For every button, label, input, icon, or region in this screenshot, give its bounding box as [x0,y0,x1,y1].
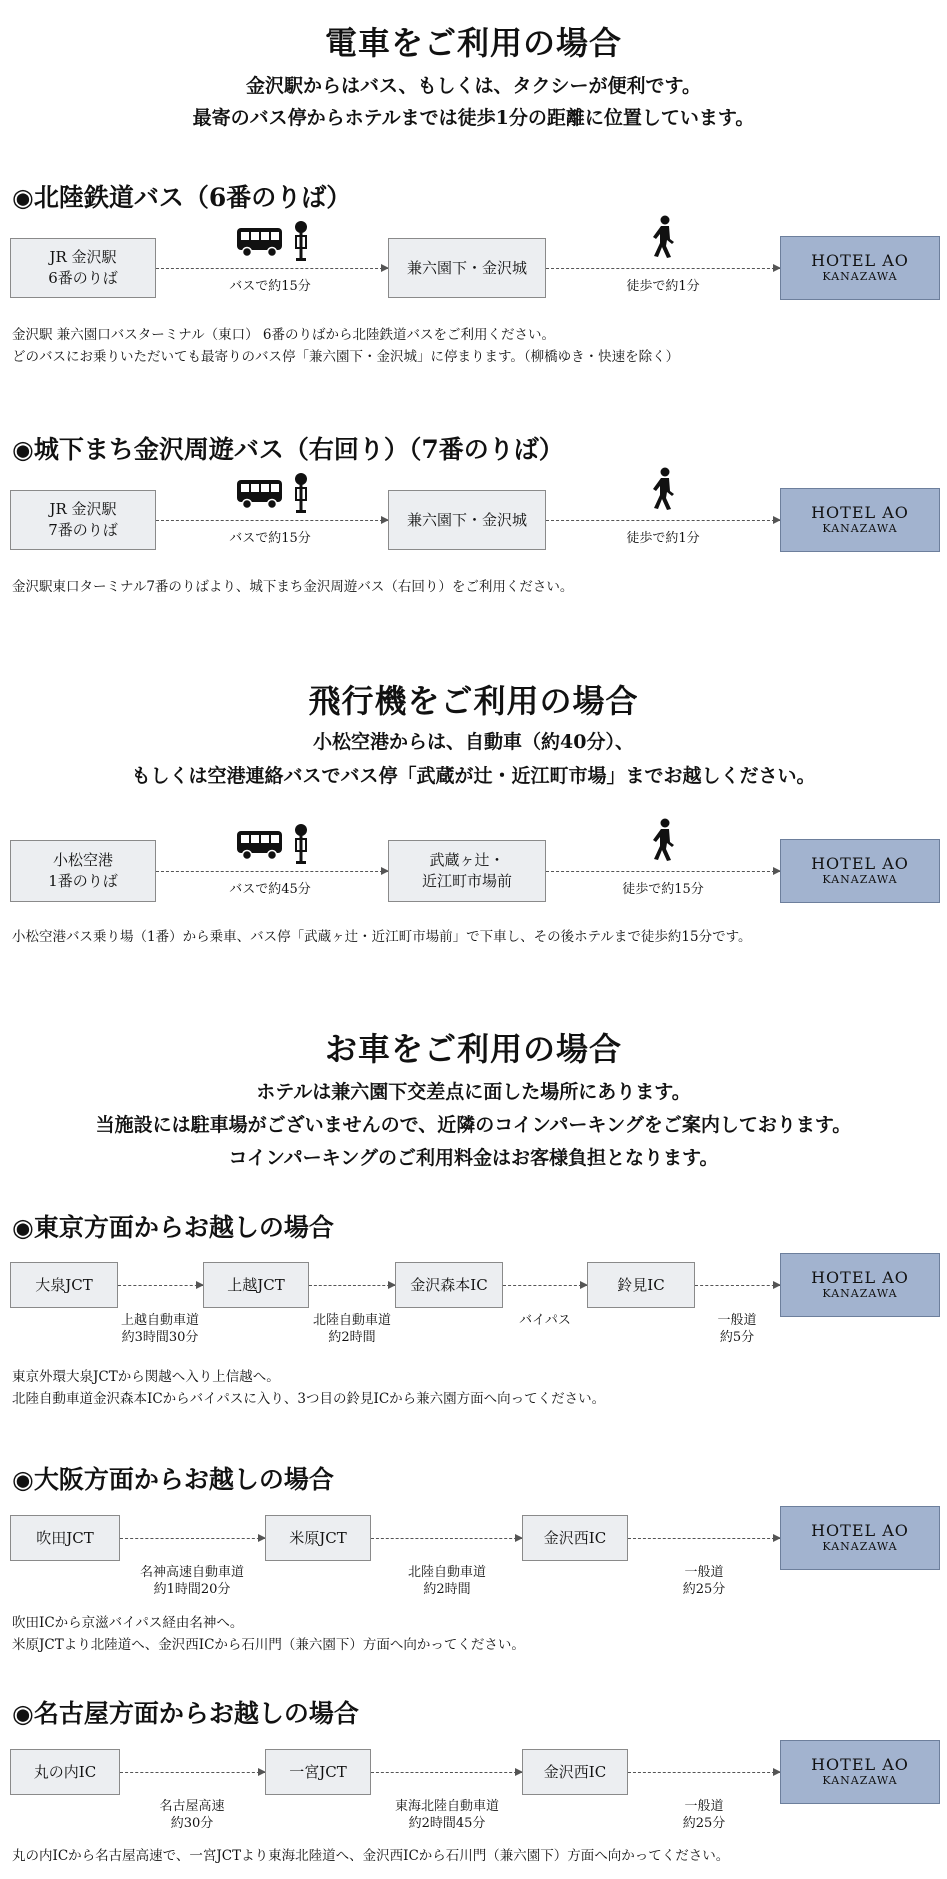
segment-time: 約25分 [682,1816,726,1831]
route-desc-line-1: 金沢駅東口ターミナル7番のりばより、城下まち金沢周遊バス（右回り）をご利用ください。 [12,579,574,595]
segment-time: 約2時間 [328,1330,376,1345]
segment-time: 約25分 [682,1582,726,1597]
route-heading-hokuriku-bus: ◉北陸鉄道バス（6番のりば） [12,183,352,212]
route-heading-tokyo: ◉東京方面からお越しの場合 [12,1213,334,1242]
route-arrow [503,1285,587,1286]
node-name: 吹田JCT [36,1528,94,1547]
segment-time: 約3時間30分 [121,1330,199,1345]
hotel-destination-box [780,236,940,300]
stop-name: 兼六園下・金沢城 [406,510,527,529]
start-line-1: 小松空港 [52,851,113,869]
segment-label [672,1312,802,1346]
segment-road: 東海北陸自動車道 [394,1799,499,1814]
node-box-suita-jct [10,1515,120,1561]
segment-road: 名神高速自動車道 [139,1565,244,1580]
route-arrow [628,1538,780,1539]
segment-label [480,1312,610,1329]
node-box-kanazawa-morimoto-ic [395,1262,503,1308]
start-line-2: 1番のりば [48,872,118,890]
segment-time: 約2時間45分 [408,1816,486,1831]
node-name: 一宮JCT [289,1762,347,1781]
bus-icon [236,474,286,514]
route-heading-osaka: ◉大阪方面からお越しの場合 [12,1465,334,1494]
start-line-2: 7番のりば [48,521,118,539]
walk-duration-label: 徒歩で約1分 [626,531,700,546]
node-name: 米原JCT [289,1528,347,1547]
start-line-1: JR 金沢駅 [49,248,117,266]
stop-box-kenrokuen [388,490,546,550]
node-name: 金沢西IC [543,1762,607,1781]
segment-road: バイパス [519,1313,571,1328]
start-box-komatsu-airport [10,840,156,902]
stop-box-musashigatsuji [388,840,546,902]
route-arrow [120,1772,265,1773]
node-box-oizumi-jct [10,1262,118,1308]
hotel-destination-box [780,1253,940,1317]
stop-box-kenrokuen [388,238,546,298]
start-line-2: 6番のりば [48,269,118,287]
route-desc-line-1: 丸の内ICから名古屋高速で、一宮JCTより東海北陸道へ、金沢西ICから石川門（兼六園下）方面へ向かってください。 [12,1848,730,1864]
train-section-title: 電車をご利用の場合 [324,24,622,62]
bus-stop-icon [293,823,309,865]
route-arrow [309,1285,395,1286]
node-box-marunouchi-ic [10,1749,120,1795]
route-arrow [546,268,780,269]
segment-road: 一般道 [717,1313,757,1328]
hotel-name: HOTEL AO [811,251,909,270]
node-box-maibara-jct [265,1515,371,1561]
node-name: 丸の内IC [33,1762,97,1781]
route-desc-line-1: 東京外環大泉JCTから関越へ入り上信越へ。 [12,1369,280,1385]
segment-road: 上越自動車道 [120,1313,199,1328]
route-desc-line-1: 金沢駅 兼六園口バスターミナル（東口） 6番のりばから北陸鉄道バスをご利用ください。 [12,327,555,343]
hotel-subname: KANAZAWA [822,873,898,886]
hotel-name: HOTEL AO [811,854,909,873]
hotel-name: HOTEL AO [811,1755,909,1774]
bus-duration-label: バスで約15分 [229,279,311,294]
segment-label [287,1312,417,1346]
segment-label [95,1312,225,1346]
start-box-jr-kanazawa-7 [10,490,156,550]
bus-icon [236,825,286,865]
segment-road: 北陸自動車道 [407,1565,486,1580]
segment-label [127,1798,257,1832]
car-intro-line-3: コインパーキングのご利用料金はお客様負担となります。 [228,1147,719,1169]
node-box-kanazawa-nishi-ic [522,1515,628,1561]
hotel-subname: KANAZAWA [822,270,898,283]
stop-line-2: 近江町市場前 [421,872,512,890]
segment-label [639,1564,769,1598]
route-desc-line-2: 北陸自動車道金沢森本ICからバイパスに入り、3つ目の鈴見ICから兼六園方面へ向ってください。 [12,1391,606,1407]
hotel-name: HOTEL AO [811,1521,909,1540]
route-arrow [546,520,780,521]
bus-duration-label: バスで約15分 [229,531,311,546]
stop-name: 兼六園下・金沢城 [406,258,527,277]
hotel-destination-box [780,1740,940,1804]
walk-duration-label: 徒歩で約1分 [626,279,700,294]
segment-time: 約30分 [170,1816,214,1831]
segment-label [639,1798,769,1832]
segment-label [127,1564,257,1598]
node-box-kanazawa-nishi-ic [522,1749,628,1795]
stop-line-1: 武蔵ヶ辻・ [429,851,505,869]
bus-stop-icon [293,220,309,262]
hotel-subname: KANAZAWA [822,1540,898,1553]
hotel-subname: KANAZAWA [822,522,898,535]
bus-icon [236,222,286,262]
walk-duration-label: 徒歩で約15分 [622,882,704,897]
route-heading-nagoya: ◉名古屋方面からお越しの場合 [12,1699,359,1728]
route-arrow [695,1285,780,1286]
route-arrow [156,520,388,521]
route-arrow [371,1772,522,1773]
train-intro-line-2: 最寄のバス停からホテルまでは徒歩1分の距離に位置しています。 [192,107,755,129]
start-box-jr-kanazawa-6 [10,238,156,298]
route-arrow [120,1538,265,1539]
node-name: 金沢森本IC [410,1275,488,1294]
route-arrow [156,871,388,872]
train-intro-line-1: 金沢駅からはバス、もしくは、タクシーが便利です。 [245,75,702,97]
segment-time: 約5分 [719,1330,755,1345]
plane-intro-line-2: もしくは空港連絡バスでバス停「武蔵が辻・近江町市場」までお越しください。 [131,765,816,787]
plane-desc: 小松空港バス乗り場（1番）から乗車、バス停「武蔵ヶ辻・近江町市場前」で下車し、その後ホテルまで徒歩約15分です。 [12,929,752,945]
segment-label [382,1798,512,1832]
node-box-suzumi-ic [587,1262,695,1308]
bus-stop-icon [293,472,309,514]
car-intro-line-1: ホテルは兼六園下交差点に面した場所にあります。 [256,1081,691,1103]
route-arrow [628,1772,780,1773]
car-intro-line-2: 当施設には駐車場がございませんので、近隣のコインパーキングをご案内しております。 [95,1114,852,1136]
hotel-subname: KANAZAWA [822,1287,898,1300]
walking-person-icon [650,467,678,511]
segment-time: 約1時間20分 [153,1582,231,1597]
route-heading-shuyu-bus: ◉城下まち金沢周遊バス（右回り）（7番のりば） [12,435,564,464]
node-name: 金沢西IC [543,1528,607,1547]
hotel-name: HOTEL AO [811,1268,909,1287]
plane-intro-line-1: 小松空港からは、自動車（約40分）、 [313,731,634,753]
car-section-title: お車をご利用の場合 [324,1030,622,1068]
hotel-destination-box [780,839,940,903]
bus-duration-label: バスで約45分 [229,882,311,897]
segment-road: 一般道 [684,1799,724,1814]
node-name: 上越JCT [227,1275,285,1294]
route-desc-line-2: 米原JCTより北陸道へ、金沢西ICから石川門（兼六園下）方面へ向かってください。 [12,1637,525,1653]
segment-label [382,1564,512,1598]
walking-person-icon [650,818,678,862]
route-arrow [118,1285,203,1286]
segment-road: 北陸自動車道 [312,1313,391,1328]
route-desc-line-1: 吹田ICから京滋バイパス経由名神へ。 [12,1615,244,1631]
route-arrow [546,871,780,872]
segment-road: 名古屋高速 [159,1799,225,1814]
segment-road: 一般道 [684,1565,724,1580]
hotel-destination-box [780,488,940,552]
segment-time: 約2時間 [423,1582,471,1597]
node-box-ichinomiya-jct [265,1749,371,1795]
plane-section-title: 飛行機をご利用の場合 [308,682,639,720]
node-name: 鈴見IC [617,1275,665,1294]
start-line-1: JR 金沢駅 [49,500,117,518]
hotel-subname: KANAZAWA [822,1774,898,1787]
hotel-name: HOTEL AO [811,503,909,522]
walking-person-icon [650,215,678,259]
route-arrow [371,1538,522,1539]
route-arrow [156,268,388,269]
hotel-destination-box [780,1506,940,1570]
node-name: 大泉JCT [35,1275,93,1294]
node-box-joetsu-jct [203,1262,309,1308]
route-desc-line-2: どのバスにお乗りいただいても最寄りのバス停「兼六園下・金沢城」に停まります。（柳橋ゆき・快速を除く） [12,349,680,365]
